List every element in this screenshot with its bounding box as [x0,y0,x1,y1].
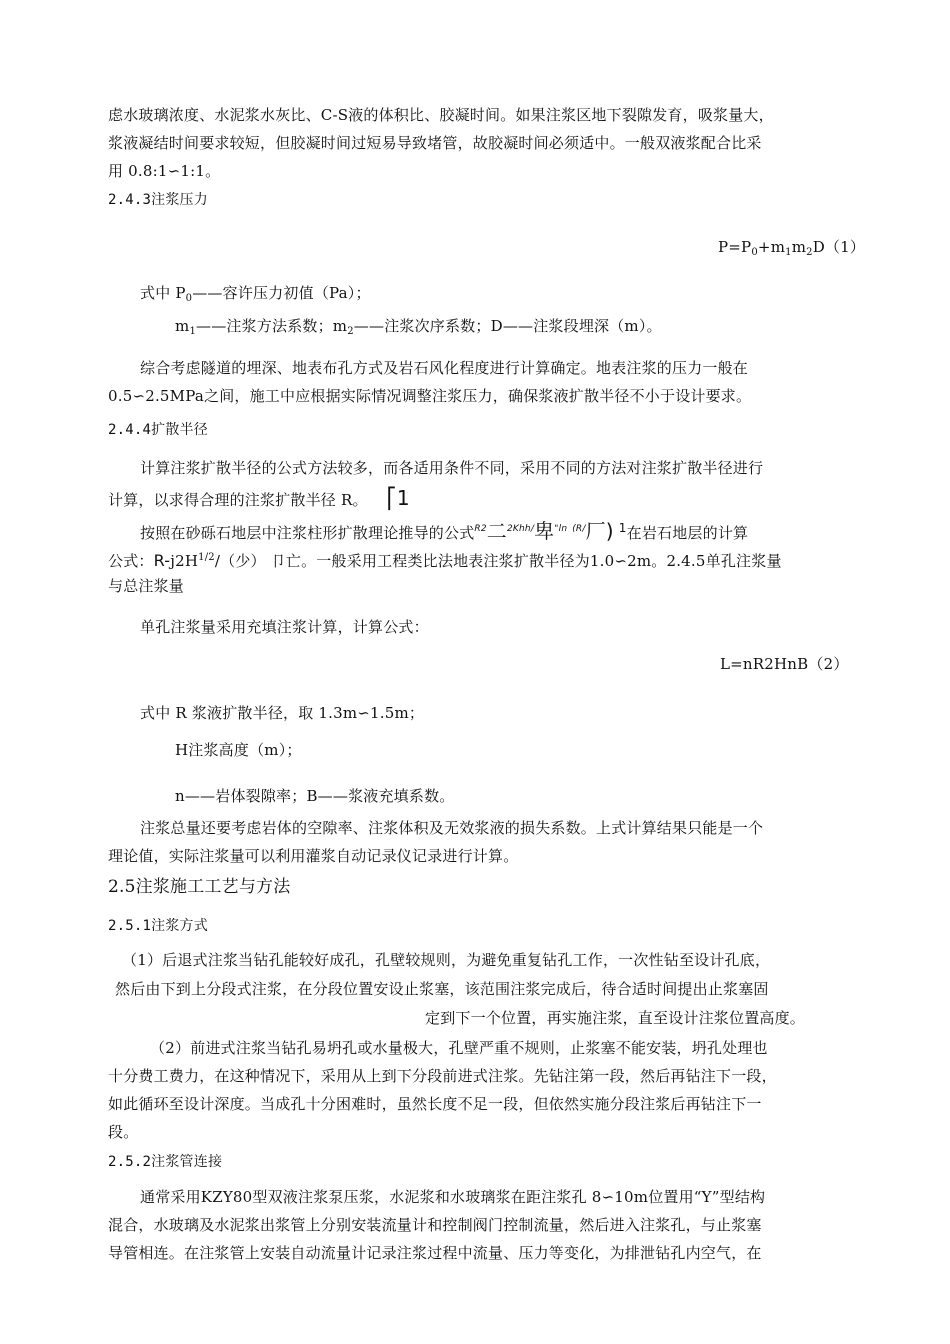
formula-2: L=nR2HnB（2） [720,655,849,673]
formula-1-where-line: $m_1——$注浆方法系数；$m_2——$注浆次序系数；D——注浆段埋深（m）。 [175,317,662,337]
section-heading-2-4-3: 2.4.3注浆压力 [108,192,208,208]
body-line: （1）后退式注浆当钻孔能较好成孔，孔壁较规则，为避免重复钻孔工作，一次性钻至设计孔底， [122,951,771,969]
formula-fragment: (R/ [572,524,586,534]
formula-fragment: "ln [554,524,568,534]
body-line: 0.5∽2.5MPa之间，施工中应根据实际情况调整注浆压力，确保浆液扩散半径不小于设计要求。 [108,387,752,405]
body-line: （2）前进式注浆当钻孔易坍孔或水量极大，孔壁严重不规则，止浆塞不能安装，坍孔处理也 [150,1039,768,1057]
section-heading-2-4-4: 2.4.4扩散半径 [108,422,208,438]
body-line: 混合，水玻璃及水泥浆出浆管上分别安装流量计和控制阀门控制流量，然后进入注浆孔，与止浆塞 [108,1216,762,1234]
formula-1-where-line: 式中 $P_0——$容许压力初值（Pa）； [140,284,371,304]
section-heading-2-5: 2.5注浆施工工艺与方法 [108,877,291,897]
body-line: 按照在砂砾石地层中注浆柱形扩散理论推导的公式$^{R2}$二$^{2Khh/}$卑$^{"ln}$ $^{(R/}$厂) $^1$在岩石地层的计算 [140,519,749,543]
body-line: 浆液凝结时间要求较短，但胶凝时间过短易导致堵管，故胶凝时间必须适中。一般双液浆配合比采 [108,134,762,152]
body-line: 公式：$R-j2H^{1/2}/$（少） 卩亡。一般采用工程类比法地表注浆扩散半径为1.0∽2m。2.4.5单孔注浆量 [108,551,782,570]
body-line: 用 0.8:1∽1:1。 [108,162,221,180]
formula-fragment: 卑 [534,519,555,543]
section-heading-2-5-2: 2.5.2注浆管连接 [108,1154,223,1170]
body-line: 计算，以求得合理的注浆扩散半径 R。 ⎡1 [108,486,410,510]
body-line: 虑水玻璃浓度、水泥浆水灰比、C-S液的体积比、胶凝时间。如果注浆区地下裂隙发育，吸浆量大， [108,106,774,124]
body-line: 综合考虑隧道的埋深、地表布孔方式及岩石风化程度进行计算确定。地表注浆的压力一般在 [140,359,749,377]
body-line: 单孔注浆量采用充填注浆计算，计算公式： [140,618,429,636]
section-heading-2-5-1: 2.5.1注浆方式 [108,918,208,934]
body-line: 十分费工费力，在这种情况下，采用从上到下分段前进式注浆。先钻注第一段，然后再钻注下一段， [108,1067,777,1085]
formula-fragment: R2 [474,524,487,534]
formula-1: $P=P_0+m_1m_2D(1)$ [718,238,866,258]
body-line: 计算注浆扩散半径的公式方法较多，而各适用条件不同，采用不同的方法对注浆扩散半径进行 [140,459,764,477]
body-line: 如此循环至设计深度。当成孔十分困难时，虽然长度不足一段，但依然实施分段注浆后再钻注下一 [108,1095,762,1113]
body-line: 注浆总量还要考虑岩体的空隙率、注浆体积及无效浆液的损失系数。上式计算结果只能是一个 [140,819,764,837]
body-line: 然后由下到上分段式注浆，在分段位置安设止浆塞，该范围注浆完成后，待合适时间提出止浆塞固 [115,980,769,998]
formula-fragment: ⎡1 [386,486,410,510]
body-line: 导管相连。在注浆管上安装自动流量计记录注浆过程中流量、压力等变化，为排泄钻孔内空气，在 [108,1244,762,1262]
formula-2-where-line: n——岩体裂隙率；B——浆液充填系数。 [175,787,455,805]
formula-2-where-line: 式中 R 浆液扩散半径，取 1.3m∽1.5m； [140,704,425,722]
formula-fragment: 厂) [585,519,614,543]
formula-fragment: 2Khh/ [507,524,535,534]
formula-fragment: R- [153,551,171,570]
body-line: 段。 [108,1123,139,1141]
formula-fragment: 1 [618,521,627,535]
body-line: 定到下一个位置，再实施注浆，直至设计注浆位置高度。 [425,1009,806,1027]
formula-2-where-line: H注浆高度（m）； [175,741,302,759]
body-line: 理论值，实际注浆量可以利用灌浆自动记录仪记录进行计算。 [108,847,519,865]
body-line: 通常采用KZY80型双液注浆泵压浆，水泥浆和水玻璃浆在距注浆孔 8∽10m位置用“Y”型结构 [140,1188,766,1206]
body-line: 与总注浆量 [108,577,185,595]
formula-fragment: 二 [486,519,507,543]
